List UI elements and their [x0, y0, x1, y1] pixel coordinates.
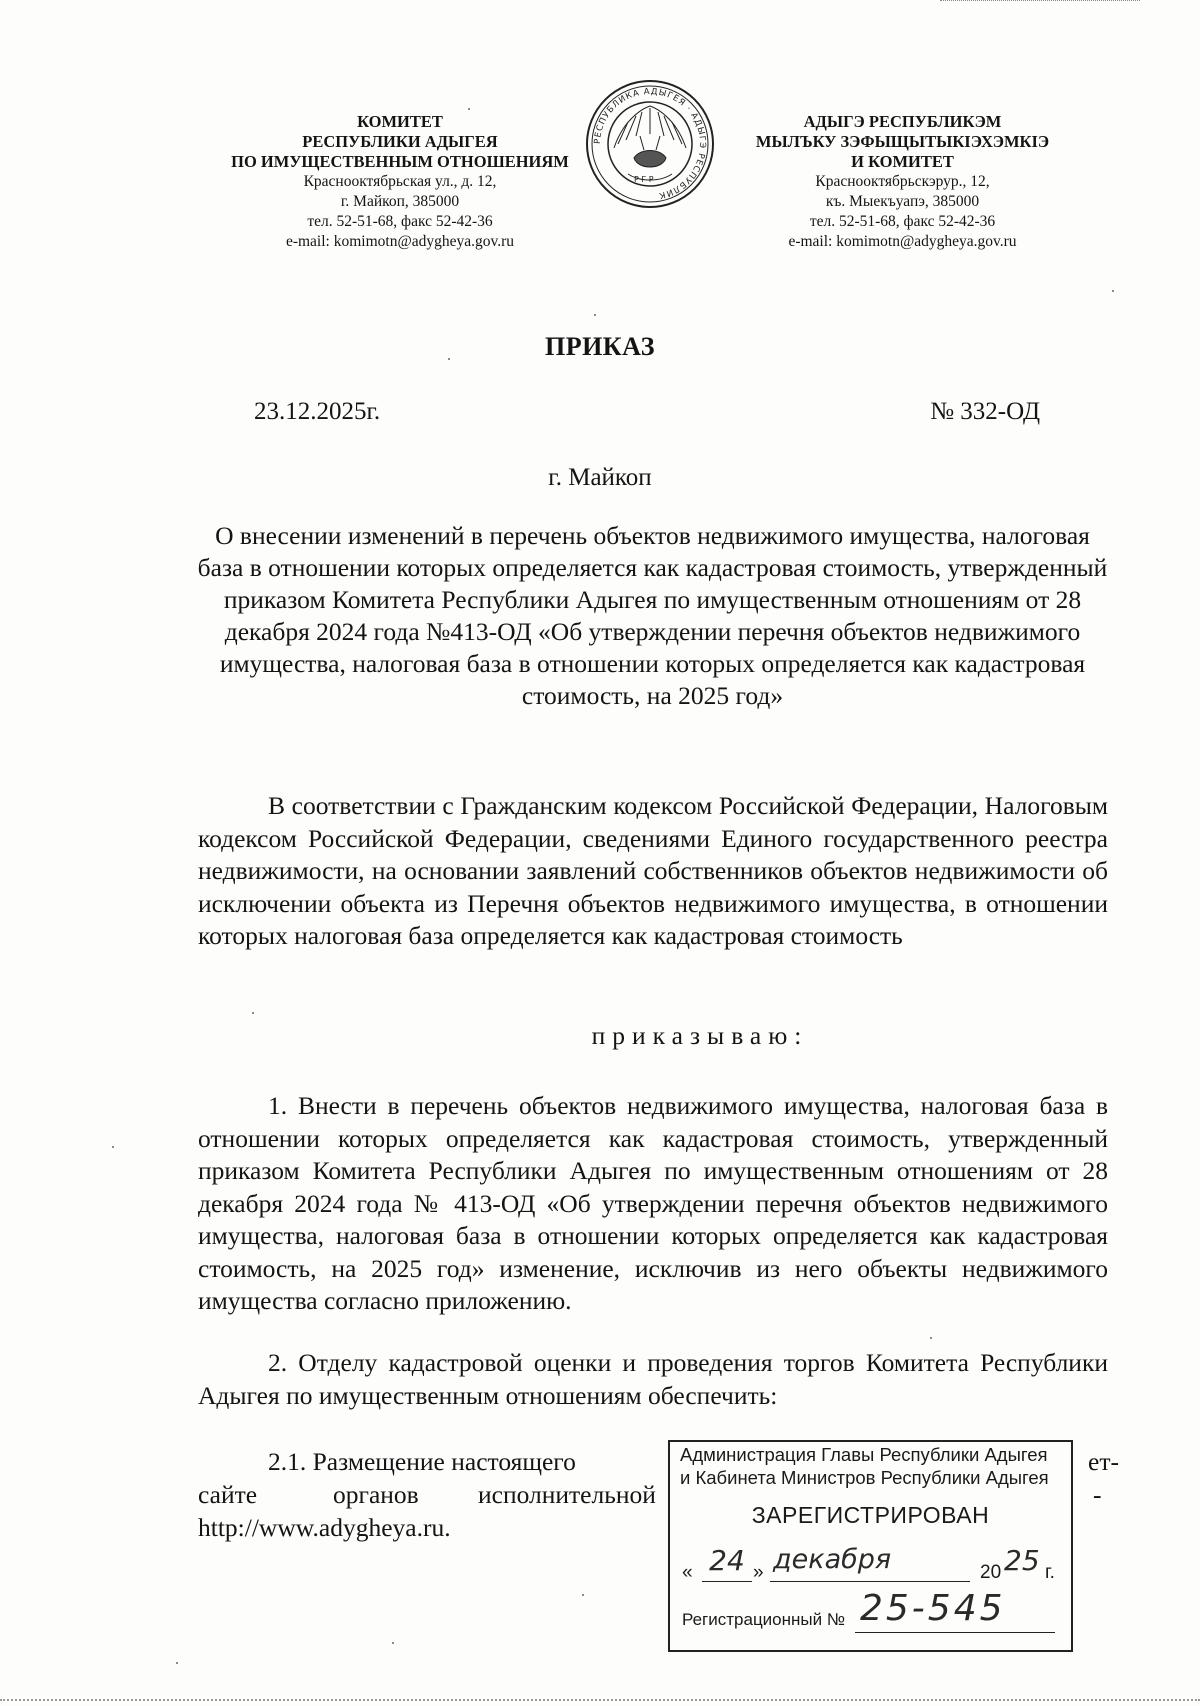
item-2-1-line-2-end: -	[1093, 1480, 1102, 1509]
header-left-title-2: РЕСПУБЛИКИ АДЫГЕЯ	[302, 132, 498, 151]
scan-speckle	[1112, 290, 1114, 292]
header-left-title-1: КОМИТЕТ	[357, 112, 443, 131]
item-2-1-line-2-word-1: сайте	[198, 1480, 258, 1509]
stamp-day-underline	[702, 1581, 752, 1582]
scan-speckle	[930, 1337, 932, 1339]
stamp-line-1: Администрация Главы Республики Адыгея	[680, 1444, 1048, 1465]
stamp-registration-underline	[855, 1632, 1055, 1633]
scan-speckle	[582, 1594, 584, 1596]
item-2-1-line-3-url: http://www.adygheya.ru.	[198, 1513, 451, 1542]
scan-speckle	[176, 1662, 178, 1664]
item-2-1-line-2-word-3: исполнительной	[478, 1480, 656, 1509]
stamp-status: ЗАРЕГИСТРИРОВАН	[751, 1502, 990, 1528]
header-right-title-3: И КОМИТЕТ	[851, 152, 954, 171]
header-left-phone: тел. 52-51-68, факс 52-42-36	[307, 213, 493, 230]
stamp-year-prefix: 20	[980, 1562, 1002, 1583]
scan-artifact-bottom	[0, 1699, 1200, 1705]
item-2-1-line-2-word-2: органов	[333, 1480, 419, 1509]
header-left-block	[215, 112, 585, 252]
header-right-title-2: МЫЛЪКУ ЗЭФЫЩЫТЫКIЭХЭМКIЭ	[755, 132, 1050, 151]
item-1-paragraph: 1. Внести в перечень объектов недвижимого имущества, налоговая база в отношении которых определяется как кадастровая стоимость, утвержденный приказом Комитета Республики Адыгея по имущественным отношениям от 28 декабря 2024 года № 413-ОД «Об утверждении перечня объектов недвижимого имущества, налоговая база в отношении которых определяется как кадастровая стоимость, на 2025 год» изменение, исключив из него объекты недвижимого имущества согласно приложению.	[198, 1091, 1108, 1315]
item-2-1-line-1: 2.1. Размещение настоящего	[268, 1447, 576, 1476]
header-right-address-1: Краснооктябрьскэрур., 12,	[815, 173, 990, 190]
stamp-registration-number: 25-545	[860, 1588, 1006, 1629]
stamp-quote-open: «	[682, 1562, 693, 1583]
document-date: 23.12.2025г.	[254, 398, 381, 425]
registration-stamp	[668, 1440, 1073, 1652]
stamp-month-underline	[770, 1581, 970, 1582]
header-right-title-1: АДЫГЭ РЕСПУБЛИКЭМ	[803, 112, 1002, 131]
header-left-address-1: Краснооктябрьская ул., д. 12,	[303, 173, 497, 190]
scan-speckle	[468, 108, 470, 110]
stamp-month-handwritten: декабря	[773, 1544, 892, 1575]
scan-speckle	[392, 1642, 394, 1644]
header-left-title-3: ПО ИМУЩЕСТВЕННЫМ ОТНОШЕНИЯМ	[231, 152, 569, 171]
header-left-address-2: г. Майкоп, 385000	[340, 193, 460, 210]
stamp-day-handwritten: 24	[709, 1544, 745, 1577]
scan-artifact-top	[940, 0, 1140, 4]
scan-speckle	[252, 1012, 254, 1014]
header-right-address-2: къ. Мыекъуапэ, 385000	[825, 193, 980, 210]
document-type: ПРИКАЗ	[544, 332, 656, 361]
stamp-line-2: и Кабинета Министров Республики Адыгея	[680, 1467, 1049, 1488]
header-right-block	[720, 112, 1085, 252]
coat-of-arms-emblem-icon	[584, 78, 716, 210]
document-city: г. Майкоп	[548, 464, 652, 491]
header-left-email: e-mail: komimotn@adygheya.gov.ru	[285, 233, 515, 250]
preamble-paragraph: В соответствии с Гражданским кодексом Российской Федерации, Налоговым кодексом Российской Федерации, сведениями Единого государственного реестра недвижимости, на основании заявлений собственников объектов недвижимости об исключении объекта из Перечня объектов недвижимого имущества, в отношении которых налоговая база определяется как кадастровая стоимость	[198, 791, 1108, 950]
header-right-phone: тел. 52-51-68, факс 52-42-36	[809, 213, 996, 230]
scan-speckle	[112, 1146, 114, 1148]
stamp-quote-close: »	[753, 1562, 764, 1583]
stamp-registration-row	[680, 1588, 1065, 1634]
stamp-date-row	[680, 1544, 1065, 1584]
scan-speckle	[594, 314, 596, 316]
stamp-registration-label: Регистрационный №	[682, 1610, 846, 1629]
document-number: № 332-ОД	[930, 398, 1040, 425]
item-2-paragraph: 2. Отделу кадастровой оценки и проведения торгов Комитета Республики Адыгея по имущественным отношениям обеспечить:	[198, 1348, 1108, 1410]
emblem-ring-lettering: РЕСПУБЛИКА АДЫГЕЯ · АДЫГЭ РЕСПУБЛИК	[592, 86, 708, 201]
order-word: приказываю:	[591, 1021, 809, 1050]
stamp-year-suffix: г.	[1045, 1562, 1055, 1583]
stamp-year-handwritten: 25	[1004, 1544, 1040, 1577]
header-right-email: e-mail: komimotn@adygheya.gov.ru	[788, 233, 1017, 250]
document-title: О внесении изменений в перечень объектов недвижимого имущества, налоговая база в отношении которых определяется как кадастровая стоимость, утвержденный приказом Комитета Республики Адыгея по имущественным отношениям от 28 декабря 2024 года №413-ОД «Об утверждении перечня объектов недвижимого имущества, налоговая база в отношении которых определяется как кадастровая стоимость, на 2025 год»	[197, 521, 1108, 710]
item-2-1-line-1-end: ет-	[1088, 1447, 1119, 1476]
scan-speckle	[448, 358, 450, 360]
emblem-letters: Р Г Р	[634, 175, 654, 184]
